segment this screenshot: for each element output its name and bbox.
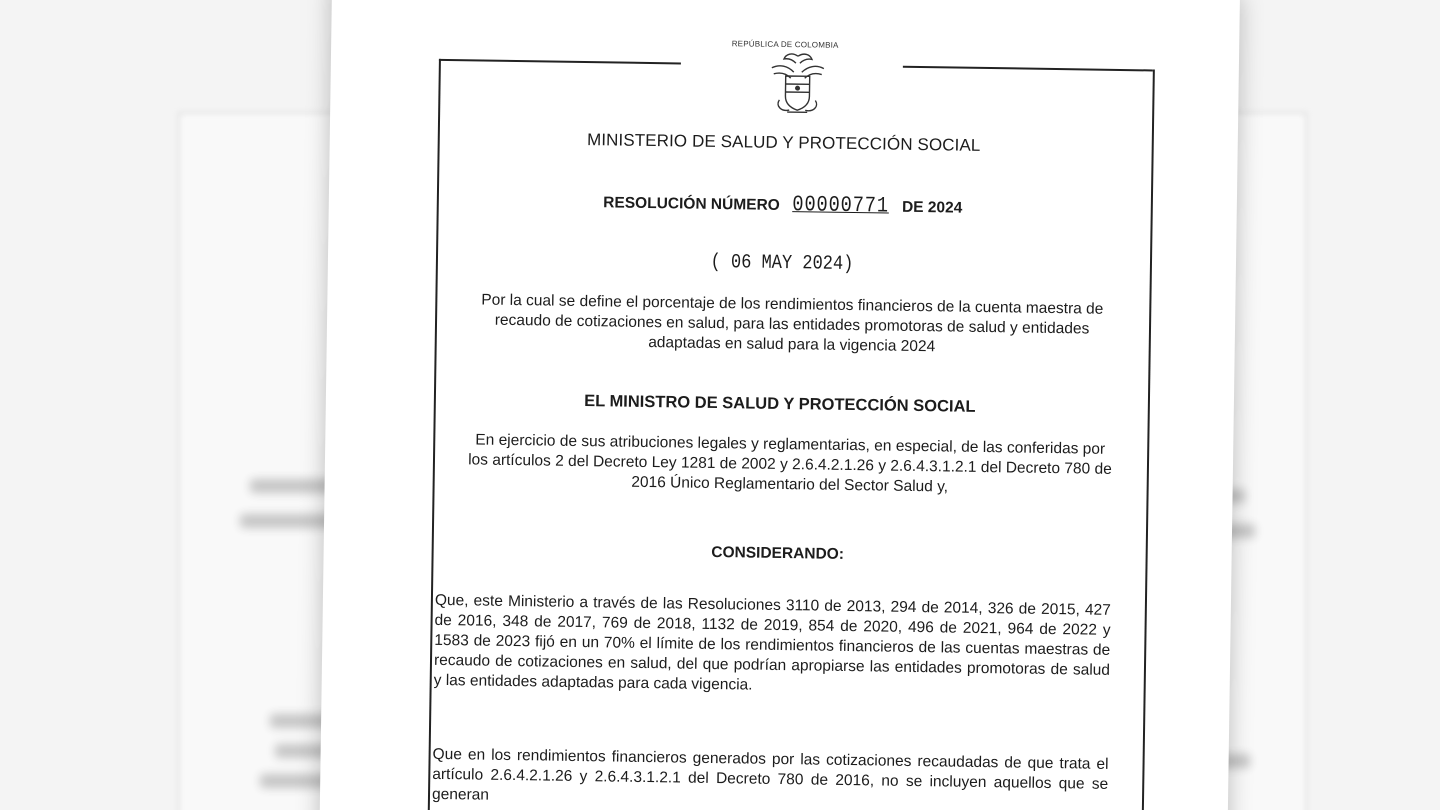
resolution-prefix: RESOLUCIÓN NÚMERO [603, 194, 780, 214]
legal-basis-paragraph: En ejercicio de sus atribuciones legales y reglamentarias, en especial, de las conferidas por los artículos 2 del Decreto Ley 1281 de 2002 y 2.6.4.2.1.26 y 2.6.4.3.1.2.1 del Decreto 780 de 2016 Único Reglamentario del Sector Salud y, [468, 431, 1112, 496]
document-page [319, 0, 1240, 810]
resolution-number: 00000771 [792, 192, 890, 219]
resolution-de: DE [901, 198, 924, 217]
considerando-paragraph-2: Que en los rendimientos financieros generados por las cotizaciones recaudadas de que trata el artículo 2.6.4.2.1.26 y 2.6.4.3.1.2.1 del Decreto 780 de 2016, no se incluyen aquellos que se generan [431, 745, 1109, 804]
resolution-date-stamp: ( 06 MAY 2024) [710, 250, 854, 277]
republica-label: REPÚBLICA DE COLOMBIA [731, 39, 839, 50]
resolution-title: Por la cual se define el porcentaje de los rendimientos financieros de la cuenta maestra de recaudo de cotizaciones en salud, para las entidades promotoras de salud y entidades adaptadas en salud para la vigencia 2024 [481, 291, 1104, 356]
resolution-year: 2024 [927, 199, 963, 217]
issuing-authority: EL MINISTRO DE SALUD Y PROTECCIÓN SOCIAL [584, 392, 976, 416]
considerando-heading: CONSIDERANDO: [711, 543, 845, 563]
considerando-paragraph-1: Que, este Ministerio a través de las Resoluciones 3110 de 2013, 294 de 2014, 326 de 2015, 427 de 2016, 348 de 2017, 769 de 2018, 1132 de 2019, 854 de 2020, 496 de 2021, 964 de 2022 y 1583 de 2023 fijó en un 70% el límite de los rendimientos financieros de las cuentas maestras de recaudo de cotizaciones en salud, del que podrían apropiarse las entidades promotoras de salud y las entidades adaptadas para cada vigencia. [433, 591, 1111, 694]
coat-of-arms-icon [765, 50, 830, 117]
ministry-name: MINISTERIO DE SALUD Y PROTECCIÓN SOCIAL [586, 130, 981, 155]
